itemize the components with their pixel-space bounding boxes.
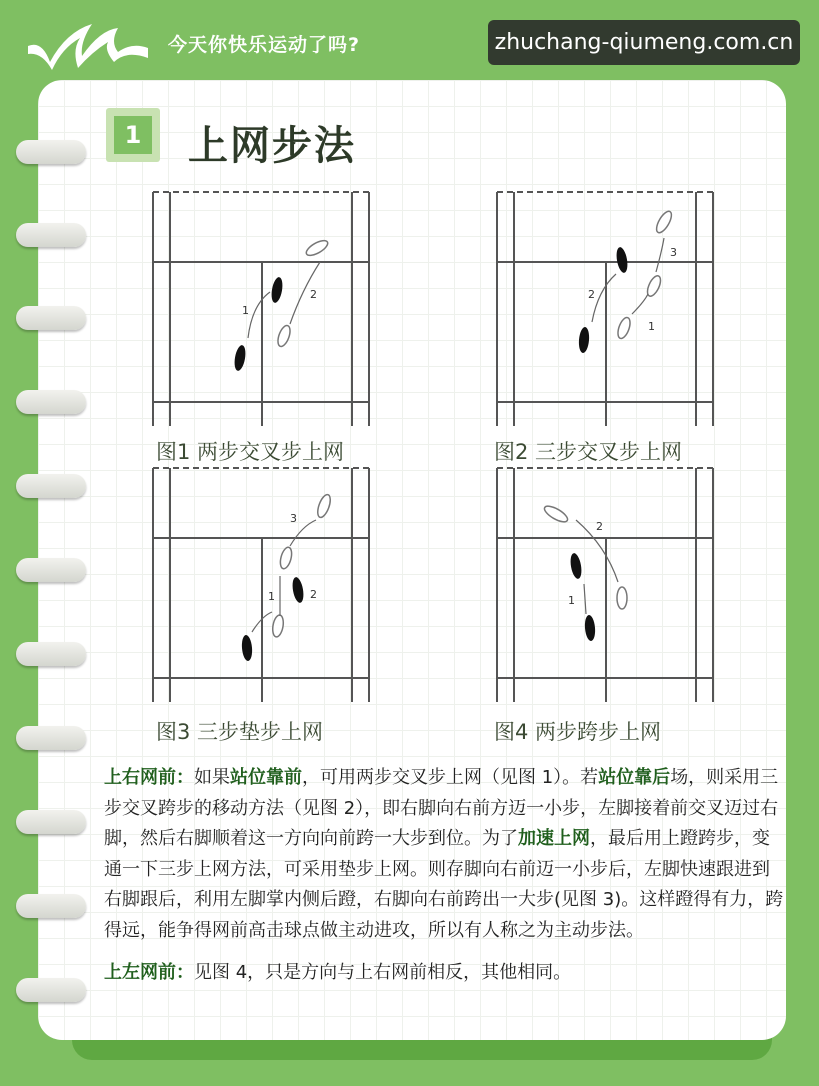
paragraph-right-net <box>104 763 784 946</box>
step-label: 1 <box>268 590 275 603</box>
figure-3-court-diagram <box>152 466 370 702</box>
step-label: 3 <box>670 246 677 259</box>
paragraph-text: 如果 <box>194 767 230 788</box>
figure-3-caption: 图3 三步垫步上网 <box>156 720 324 744</box>
step-label: 2 <box>596 520 603 533</box>
binder-ring <box>16 810 86 834</box>
binder-ring <box>16 558 86 582</box>
binder-ring <box>16 223 86 247</box>
header-tagline: 今天你快乐运动了吗? <box>168 34 361 56</box>
paragraph-left-net <box>104 958 784 989</box>
binder-ring <box>16 390 86 414</box>
step-label: 3 <box>290 512 297 525</box>
figure-4-caption: 图4 两步跨步上网 <box>494 720 662 744</box>
emphasis-text: 加速上网 <box>518 828 590 849</box>
binder-ring <box>16 978 86 1002</box>
figure-1-court-diagram <box>152 190 370 426</box>
binder-ring <box>16 642 86 666</box>
figure-2-court-diagram <box>496 190 714 426</box>
section-number-badge <box>106 108 160 162</box>
paragraph-text: ，可用两步交叉步上网（见图 1）。若 <box>302 767 599 788</box>
step-label: 1 <box>568 594 575 607</box>
binder-ring <box>16 726 86 750</box>
step-label: 2 <box>588 288 595 301</box>
binder-ring <box>16 140 86 164</box>
step-label: 1 <box>242 304 249 317</box>
step-label: 2 <box>310 288 317 301</box>
paragraph-text: 场，则采用三步交叉跨步的移动方法（见图 2），即右脚向右前方迈一小步，左脚接着前交叉迈过右脚，然后右脚顺着这一方向向前跨一大步到位。为了 <box>104 767 779 849</box>
emphasis-text: 站位靠前 <box>230 767 302 788</box>
section-number: 1 <box>114 116 152 154</box>
emphasis-text: 上左网前： <box>104 962 194 983</box>
step-label: 2 <box>310 588 317 601</box>
binder-ring <box>16 474 86 498</box>
figure-2-caption: 图2 三步交叉步上网 <box>494 440 683 464</box>
emphasis-text: 上右网前： <box>104 767 194 788</box>
figure-4-court-diagram <box>496 466 714 702</box>
step-label: 1 <box>648 320 655 333</box>
paragraph-text: 见图 4，只是方向与上右网前相反，其他相同。 <box>194 962 572 983</box>
brand-logo <box>22 12 152 72</box>
figure-1-caption: 图1 两步交叉步上网 <box>156 440 345 464</box>
binder-ring <box>16 894 86 918</box>
paragraph-text: ，最后用上蹬跨步，变通一下三步上网方法，可采用垫步上网。则存脚向右前迈一小步后，左脚快速跟进到右脚跟后，利用左脚掌内侧后蹬，右脚向右前跨出一大步(见图 3)。这样蹬得有力，跨得远，能争得网前高击球点做主动进攻，所以有人称之为主动步法。 <box>104 828 784 941</box>
watermark-domain: zhuchang-qiumeng.com.cn <box>488 20 800 65</box>
body-text <box>104 763 784 989</box>
emphasis-text: 站位靠后 <box>598 767 671 788</box>
section-title: 上网步法 <box>188 123 356 169</box>
binder-ring <box>16 306 86 330</box>
